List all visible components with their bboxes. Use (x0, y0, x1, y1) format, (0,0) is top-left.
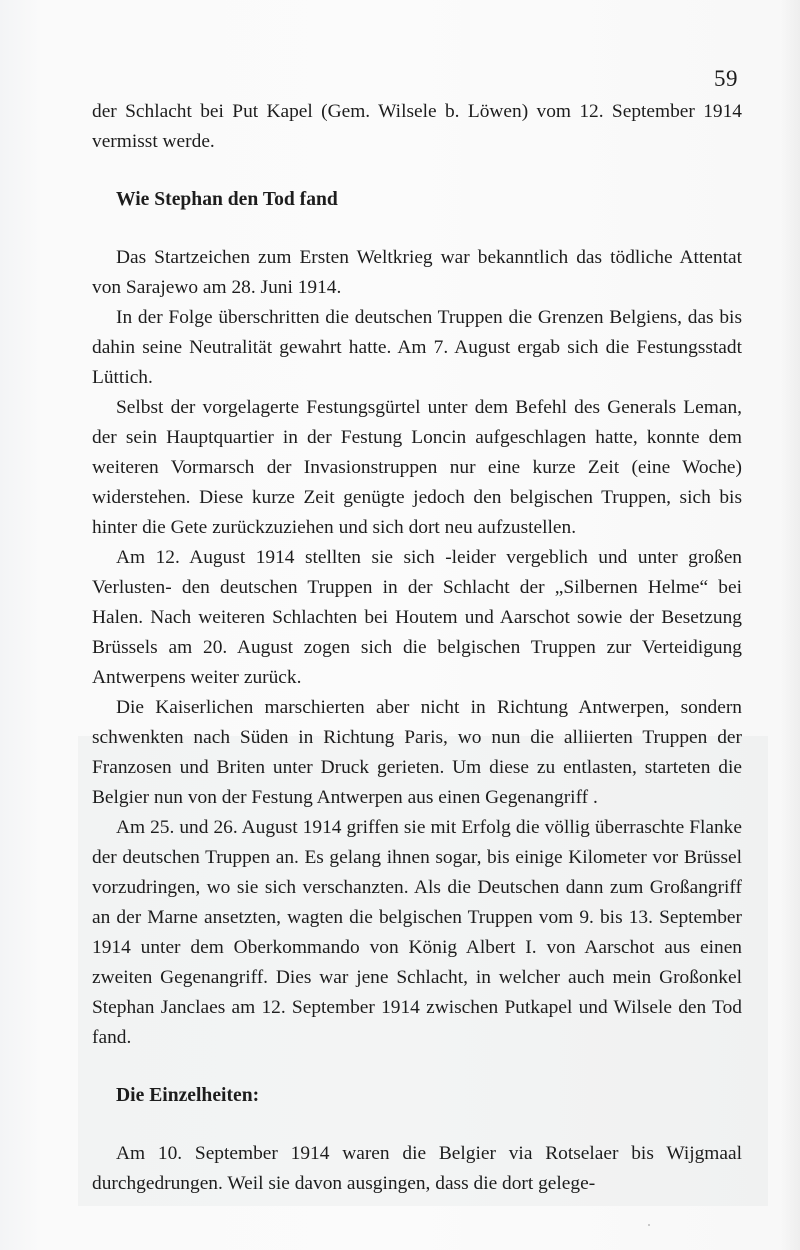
paragraph: Die Kaiserlichen marschierten aber nicht in Richtung Antwerpen, sondern schwenkten nach Süden in Richtung Paris, wo nun die alliierten Truppen der Franzosen und Briten unter Druck gerieten. Um diese zu entlasten, starteten die Belgier nun von der Festung Antwerpen aus einen Gegenangriff . (92, 697, 742, 808)
paragraph: In der Folge überschritten die deutschen Truppen die Grenzen Belgiens, das bis dahin seine Neutralität gewahrt hatte. Am 7. August ergab sich die Festungsstadt Lüttich. (92, 307, 742, 388)
intro-fragment: der Schlacht bei Put Kapel (Gem. Wilsele b. Löwen) vom 12. September 1914 vermisst werde. (92, 101, 742, 152)
paper-speck (648, 1224, 650, 1226)
paragraph: Am 25. und 26. August 1914 griffen sie mit Erfolg die völlig überraschte Flanke der deutschen Truppen an. Es gelang ihnen sogar, bis einige Kilometer vor Brüssel vorzudringen, wo sie sich verschanzten. Als die Deutschen dann zum Großangriff an der Marne ansetzten, wagten die belgischen Truppen vom 9. bis 13. September 1914 unter dem Oberkommando von König Albert I. von Aarschot aus einen zweiten Gegenangriff. Dies war jene Schlacht, in welcher auch mein Großonkel Stephan Janclaes am 12. September 1914 zwischen Putkapel und Wilsele den Tod fand. (92, 817, 742, 1048)
page-number: 59 (714, 66, 738, 91)
section-heading-1: Wie Stephan den Tod fand (116, 189, 338, 210)
paragraph: Das Startzeichen zum Ersten Weltkrieg war bekanntlich das tödliche Attentat von Sarajewo am 28. Juni 1914. (92, 247, 742, 298)
body-text (92, 97, 742, 1199)
section-heading-2: Die Einzelheiten: (116, 1085, 260, 1106)
paragraph: Selbst der vorgelagerte Festungsgürtel unter dem Befehl des Generals Leman, der sein Hauptquartier in der Festung Loncin aufgeschlagen hatte, konnte dem weiteren Vormarsch der Invasionstruppen nur eine kurze Zeit (eine Woche) widerstehen. Diese kurze Zeit genügte jedoch den belgischen Truppen, sich bis hinter die Gete zurückzuziehen und sich dort neu aufzustellen. (92, 397, 742, 538)
paragraph: Am 12. August 1914 stellten sie sich -leider vergeblich und unter großen Verlusten- den deutschen Truppen in der Schlacht der „Silbernen Helme“ bei Halen. Nach weiteren Schlachten bei Houtem und Aarschot sowie der Besetzung Brüssels am 20. August zogen sich die belgischen Truppen zur Verteidigung Antwerpens weiter zurück. (92, 547, 742, 688)
final-paragraph: Am 10. September 1914 waren die Belgier via Rotselaer bis Wijgmaal durchgedrungen. Weil sie davon ausgingen, dass die dort gelege- (92, 1143, 742, 1194)
